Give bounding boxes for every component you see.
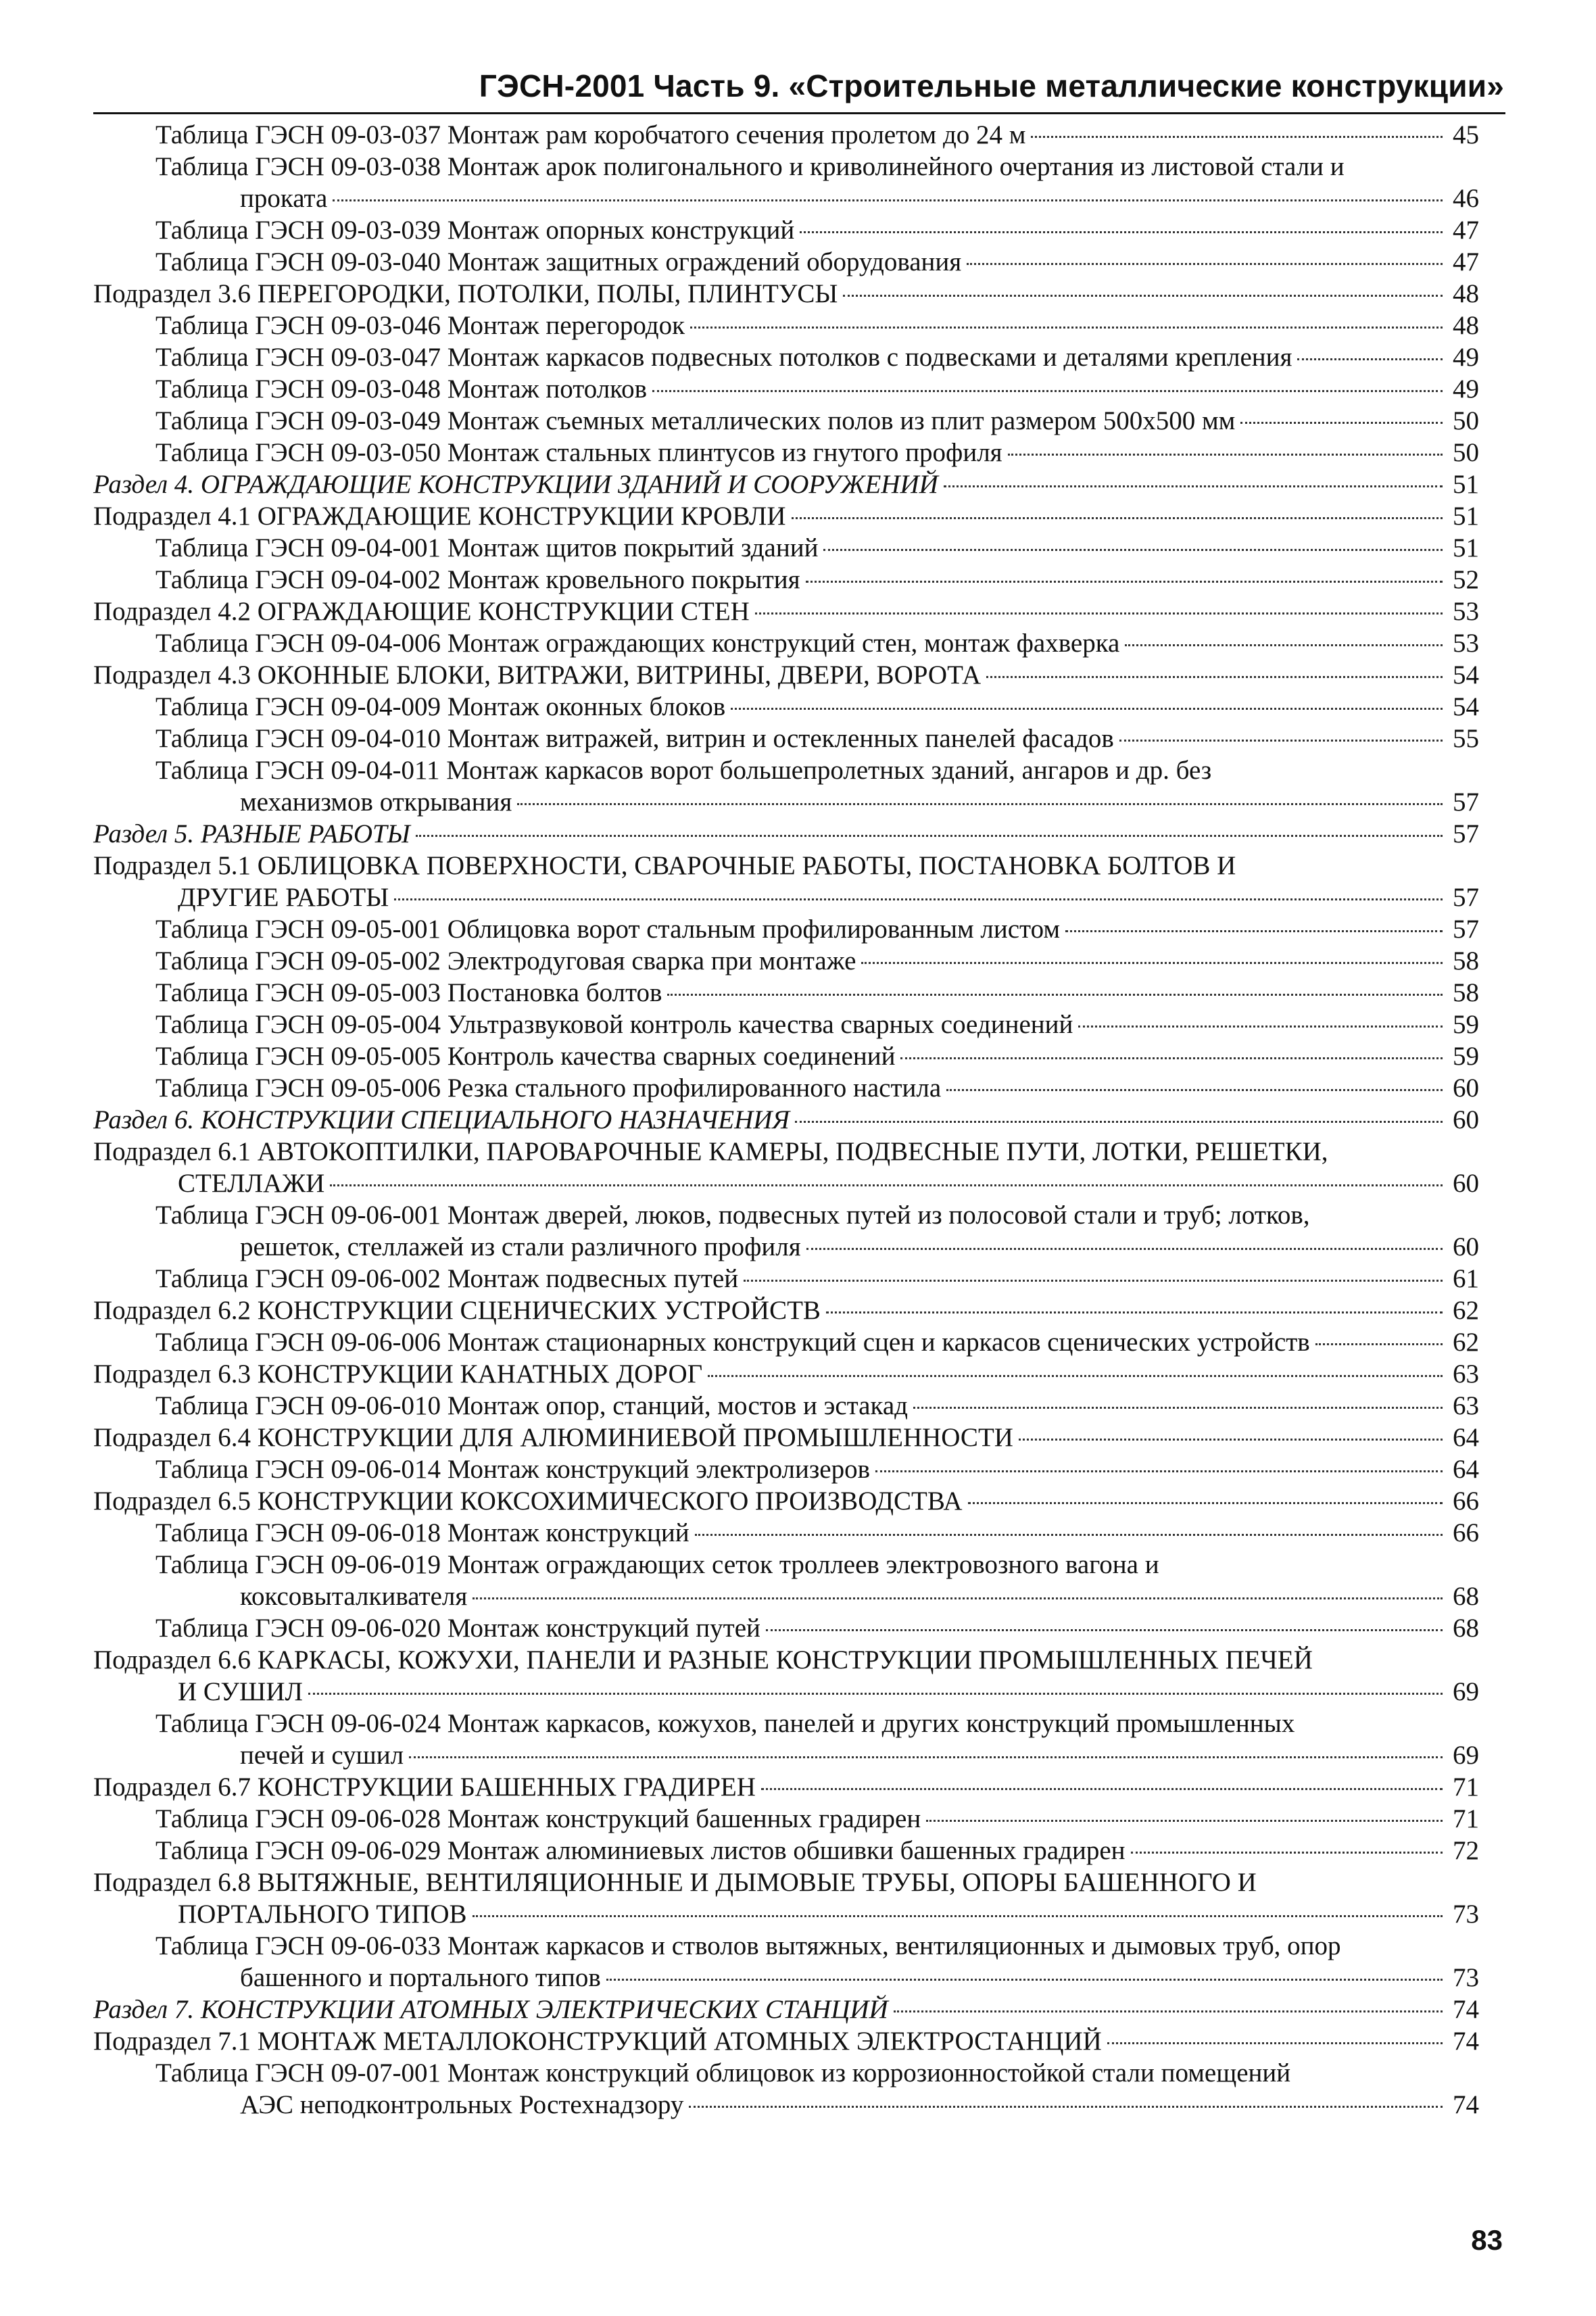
toc-entry-page: 68: [1453, 1582, 1479, 1611]
toc-entry-title: Таблица ГЭСН 09-05-002 Электродуговая сварка при монтаже: [155, 946, 856, 975]
dot-leader: [944, 485, 1443, 487]
toc-entry-row: [155, 977, 1479, 1009]
toc-entry-table[interactable]: [93, 1326, 1479, 1358]
toc-entry-table[interactable]: [93, 1708, 1479, 1771]
toc-entry-page: 46: [1453, 184, 1479, 213]
dot-leader: [744, 1280, 1443, 1282]
toc-entry-title: коксовыталкивателя: [240, 1582, 468, 1611]
toc-entry-page: 45: [1453, 120, 1479, 149]
toc-entry-title-line: Подраздел 6.6 КАРКАСЫ, КОЖУХИ, ПАНЕЛИ И РАЗНЫЕ КОНСТРУКЦИИ ПРОМЫШЛЕННЫХ ПЕЧЕЙ: [93, 1645, 1313, 1674]
toc-entry-title-line: Таблица ГЭСН 09-06-019 Монтаж ограждающих сеток троллеев электровозного вагона и: [155, 1550, 1159, 1579]
toc-entry-page: 48: [1453, 311, 1479, 340]
toc-entry-table[interactable]: [93, 151, 1479, 214]
toc-entry-section[interactable]: [93, 1994, 1479, 2025]
toc-entry-title: Таблица ГЭСН 09-03-037 Монтаж рам коробчатого сечения пролетом до 24 м: [155, 120, 1026, 149]
toc-entry-table[interactable]: [93, 1453, 1479, 1485]
toc-entry-row: [155, 373, 1479, 405]
toc-entry-title: Таблица ГЭСН 09-04-010 Монтаж витражей, витрин и остекленных панелей фасадов: [155, 724, 1114, 753]
toc-entry-table[interactable]: [93, 310, 1479, 341]
toc-entry-table[interactable]: [93, 723, 1479, 754]
toc-entry-row: [155, 1835, 1479, 1866]
toc-entry-row: [93, 1485, 1479, 1517]
toc-entry-row: [155, 1612, 1479, 1644]
toc-entry-title: Таблица ГЭСН 09-03-048 Монтаж потолков: [155, 375, 648, 404]
toc-entry-page: 74: [1453, 2090, 1479, 2119]
toc-entry-table[interactable]: [93, 2057, 1479, 2121]
toc-entry-page: 62: [1453, 1328, 1479, 1357]
toc-entry-title: АЭС неподконтрольных Ростехнадзору: [240, 2090, 684, 2119]
dot-leader: [1008, 454, 1443, 456]
toc-entry-row: [93, 1771, 1479, 1803]
toc-entry-table[interactable]: [93, 564, 1479, 596]
toc-entry-title: Таблица ГЭСН 09-06-020 Монтаж конструкций путей: [155, 1614, 760, 1643]
toc-entry-title: ДРУГИЕ РАБОТЫ: [178, 883, 389, 912]
toc-entry-title-line: Таблица ГЭСН 09-06-033 Монтаж каркасов и стволов вытяжных, вентиляционных и дымовых труб, опор: [155, 1931, 1341, 1960]
toc-entry-row: [155, 1962, 1479, 1994]
toc-entry-section[interactable]: [93, 1104, 1479, 1136]
toc-entry-row: [93, 468, 1479, 500]
toc-entry-row: [155, 1040, 1479, 1072]
toc-entry-page: 60: [1453, 1105, 1479, 1134]
dot-leader: [986, 676, 1443, 678]
dot-leader: [1315, 1343, 1443, 1345]
dot-leader: [1119, 740, 1443, 742]
dot-leader: [761, 1788, 1443, 1790]
toc-entry-title-line: Подраздел 5.1 ОБЛИЦОВКА ПОВЕРХНОСТИ, СВАРОЧНЫЕ РАБОТЫ, ПОСТАНОВКА БОЛТОВ И: [93, 851, 1236, 880]
dot-leader: [900, 1057, 1443, 1059]
toc-entry-title: Таблица ГЭСН 09-06-018 Монтаж конструкций: [155, 1518, 690, 1547]
toc-entry-table[interactable]: [93, 1040, 1479, 1072]
toc-entry-page: 69: [1453, 1741, 1479, 1770]
toc-entry-section[interactable]: [93, 468, 1479, 500]
dot-leader: [792, 517, 1443, 519]
toc-entry-page: 66: [1453, 1487, 1479, 1516]
dot-leader: [416, 835, 1443, 837]
toc-entry-row: [155, 437, 1479, 468]
toc-entry-row: [155, 1263, 1479, 1295]
toc-entry-table[interactable]: [93, 437, 1479, 468]
toc-entry-title-line: Таблица ГЭСН 09-06-024 Монтаж каркасов, кожухов, панелей и других конструкций промышленных: [155, 1709, 1295, 1738]
toc-entry-row: [93, 2025, 1479, 2057]
toc-entry-title: Таблица ГЭСН 09-03-050 Монтаж стальных плинтусов из гнутого профиля: [155, 438, 1002, 467]
toc-entry-title: Подраздел 6.3 КОНСТРУКЦИИ КАНАТНЫХ ДОРОГ: [93, 1359, 703, 1389]
toc-entry-row: [155, 913, 1479, 945]
toc-entry-table[interactable]: [93, 1549, 1479, 1612]
toc-entry-page: 62: [1453, 1296, 1479, 1325]
toc-entry-table[interactable]: [93, 627, 1479, 659]
toc-entry-page: 57: [1453, 788, 1479, 817]
toc-entry-subsection[interactable]: [93, 1295, 1479, 1326]
toc-entry-table[interactable]: [93, 977, 1479, 1009]
toc-entry-title: Подраздел 6.4 КОНСТРУКЦИИ ДЛЯ АЛЮМИНИЕВОЙ ПРОМЫШЛЕННОСТИ: [93, 1423, 1013, 1452]
toc-entry-row: [155, 786, 1479, 818]
dot-leader: [330, 1184, 1443, 1186]
dot-leader: [690, 327, 1443, 329]
dot-leader: [708, 1375, 1443, 1377]
toc-entry-row: [155, 1739, 1479, 1771]
dot-leader: [894, 2010, 1443, 2012]
toc-entry-title: решеток, стеллажей из стали различного профиля: [240, 1232, 801, 1261]
dot-leader: [1125, 644, 1443, 646]
toc-entry-title: Подраздел 4.2 ОГРАЖДАЮЩИЕ КОНСТРУКЦИИ СТЕН: [93, 597, 750, 626]
toc-entry-row: [155, 1517, 1479, 1549]
toc-entry-title: ПОРТАЛЬНОГО ТИПОВ: [178, 1900, 467, 1929]
page-number: 83: [1471, 2224, 1503, 2256]
toc-entry-page: 71: [1453, 1804, 1479, 1833]
toc-entry-subsection[interactable]: [93, 500, 1479, 532]
toc-entry-title: печей и сушил: [240, 1741, 404, 1770]
toc-entry-row: [155, 1231, 1479, 1263]
toc-entry-table[interactable]: [93, 341, 1479, 373]
dot-leader: [667, 994, 1443, 996]
toc-entry-page: 59: [1453, 1010, 1479, 1039]
toc-entry-title: И СУШИЛ: [178, 1677, 303, 1706]
toc-entry-page: 52: [1453, 565, 1479, 594]
toc-entry-page: 63: [1453, 1359, 1479, 1389]
toc-entry-title: Подраздел 6.2 КОНСТРУКЦИИ СЦЕНИЧЕСКИХ УСТРОЙСТВ: [93, 1296, 821, 1325]
dot-leader: [861, 962, 1443, 964]
dot-leader: [517, 803, 1443, 805]
toc-entry-subsection[interactable]: [93, 2025, 1479, 2057]
dot-leader: [875, 1470, 1443, 1472]
toc-entry-title: Таблица ГЭСН 09-03-040 Монтаж защитных ограждений оборудования: [155, 247, 962, 276]
toc-entry-page: 72: [1453, 1836, 1479, 1865]
toc-entry-title: Таблица ГЭСН 09-06-006 Монтаж стационарных конструкций сцен и каркасов сценических устройств: [155, 1328, 1310, 1357]
toc-entry-subsection[interactable]: [93, 1358, 1479, 1390]
toc-entry-table[interactable]: [93, 373, 1479, 405]
dot-leader: [1240, 422, 1443, 424]
toc-entry-row: [93, 596, 1479, 627]
dot-leader: [843, 295, 1443, 297]
toc-entry-table[interactable]: [93, 691, 1479, 723]
toc-entry-row: [93, 1676, 1479, 1708]
toc-entry-page: 49: [1453, 343, 1479, 372]
toc-entry-page: 51: [1453, 470, 1479, 499]
dot-leader: [766, 1629, 1443, 1631]
toc-entry-title: Таблица ГЭСН 09-03-049 Монтаж съемных металлических полов из плит размером 500х500 мм: [155, 406, 1236, 435]
toc-entry-page: 61: [1453, 1264, 1479, 1293]
toc-entry-table[interactable]: [93, 1612, 1479, 1644]
toc-entry-title: Таблица ГЭСН 09-03-047 Монтаж каркасов подвесных потолков с подвесками и деталями крепления: [155, 343, 1292, 372]
toc-entry-subsection[interactable]: [93, 1422, 1479, 1453]
toc-entry-title: Таблица ГЭСН 09-05-004 Ультразвуковой контроль качества сварных соединений: [155, 1010, 1073, 1039]
toc-entry-title: Раздел 7. КОНСТРУКЦИИ АТОМНЫХ ЭЛЕКТРИЧЕСКИХ СТАНЦИЙ: [93, 1995, 888, 2024]
dot-leader: [473, 1597, 1443, 1599]
toc-entry-table[interactable]: [93, 945, 1479, 977]
toc-entry-title: Таблица ГЭСН 09-06-029 Монтаж алюминиевых листов обшивки башенных градирен: [155, 1836, 1126, 1865]
toc-entry-row: [155, 310, 1479, 341]
toc-entry-title: Раздел 5. РАЗНЫЕ РАБОТЫ: [93, 819, 410, 848]
toc-entry-page: 57: [1453, 819, 1479, 848]
dot-leader: [926, 1820, 1443, 1822]
toc-entry-page: 47: [1453, 247, 1479, 276]
toc-entry-title: Подраздел 3.6 ПЕРЕГОРОДКИ, ПОТОЛКИ, ПОЛЫ, ПЛИНТУСЫ: [93, 279, 838, 308]
toc-entry-title: Таблица ГЭСН 09-05-001 Облицовка ворот стальным профилированным листом: [155, 915, 1061, 944]
toc-entry-table[interactable]: [93, 405, 1479, 437]
toc-entry-table[interactable]: [93, 532, 1479, 564]
toc-entry-title: Таблица ГЭСН 09-05-005 Контроль качества сварных соединений: [155, 1042, 896, 1071]
dot-leader: [968, 1502, 1443, 1504]
toc-entry-page: 53: [1453, 629, 1479, 658]
toc-entry-row: [155, 2089, 1479, 2121]
toc-entry-row: [155, 723, 1479, 754]
toc-entry-title: СТЕЛЛАЖИ: [178, 1169, 325, 1198]
toc-entry-page: 63: [1453, 1391, 1479, 1420]
toc-entry-row: [155, 945, 1479, 977]
dot-leader: [806, 581, 1443, 583]
toc-entry-subsection[interactable]: [93, 850, 1479, 913]
toc-entry-page: 54: [1453, 660, 1479, 690]
toc-entry-table[interactable]: [93, 119, 1479, 151]
toc-entry-row: [155, 183, 1479, 214]
toc-entry-page: 50: [1453, 406, 1479, 435]
toc-entry-title: Подраздел 4.1 ОГРАЖДАЮЩИЕ КОНСТРУКЦИИ КРОВЛИ: [93, 502, 786, 531]
toc-entry-table[interactable]: [93, 1517, 1479, 1549]
toc-entry-title-line: Таблица ГЭСН 09-06-001 Монтаж дверей, люков, подвесных путей из полосовой стали и труб; лотков,: [155, 1201, 1310, 1230]
toc-entry-page: 47: [1453, 216, 1479, 245]
toc-entry-title: Таблица ГЭСН 09-04-001 Монтаж щитов покрытий зданий: [155, 533, 819, 562]
dot-leader: [1131, 1852, 1443, 1854]
toc-entry-table[interactable]: [93, 1803, 1479, 1835]
toc-entry-title: Таблица ГЭСН 09-06-028 Монтаж конструкций башенных градирен: [155, 1804, 921, 1833]
toc-entry-table[interactable]: [93, 913, 1479, 945]
toc-entry-page: 51: [1453, 502, 1479, 531]
toc-entry-subsection[interactable]: [93, 278, 1479, 310]
toc-entry-row: [93, 500, 1479, 532]
toc-entry-title: Подраздел 6.5 КОНСТРУКЦИИ КОКСОХИМИЧЕСКОГО ПРОИЗВОДСТВА: [93, 1487, 963, 1516]
toc-entry-page: 73: [1453, 1900, 1479, 1929]
toc-entry-title: Таблица ГЭСН 09-05-006 Резка стального профилированного настила: [155, 1073, 942, 1103]
toc-entry-page: 60: [1453, 1073, 1479, 1103]
dot-leader: [826, 1311, 1443, 1313]
toc-entry-row: [155, 627, 1479, 659]
dot-leader: [652, 390, 1443, 392]
toc-entry-subsection[interactable]: [93, 1644, 1479, 1708]
toc-entry-row: [155, 405, 1479, 437]
toc-entry-title: Таблица ГЭСН 09-06-014 Монтаж конструкций электролизеров: [155, 1455, 871, 1484]
toc-entry-row: [155, 246, 1479, 278]
toc-entry-table[interactable]: [93, 1199, 1479, 1263]
toc-entry-subsection[interactable]: [93, 1485, 1479, 1517]
toc-entry-row: [155, 564, 1479, 596]
toc-entry-row: [155, 1072, 1479, 1104]
toc-entry-title: Таблица ГЭСН 09-04-009 Монтаж оконных блоков: [155, 692, 726, 721]
toc-entry-row: [93, 1358, 1479, 1390]
dot-leader: [806, 1248, 1443, 1250]
toc-entry-title: Таблица ГЭСН 09-03-039 Монтаж опорных конструкций: [155, 216, 795, 245]
toc-entry-subsection[interactable]: [93, 596, 1479, 627]
running-header: ГЭСН-2001 Часть 9. «Строительные металлические конструкции»: [479, 68, 1504, 103]
toc-entry-row: [93, 882, 1479, 913]
toc-entry-table[interactable]: [93, 214, 1479, 246]
toc-entry-row: [93, 1167, 1479, 1199]
dot-leader: [1078, 1026, 1443, 1028]
dot-leader: [1297, 358, 1443, 360]
toc-entry-page: 71: [1453, 1772, 1479, 1802]
toc-entry-row: [155, 1009, 1479, 1040]
toc-entry-title-line: Таблица ГЭСН 09-04-011 Монтаж каркасов ворот большепролетных зданий, ангаров и др. без: [155, 756, 1212, 785]
toc-entry-row: [93, 1898, 1479, 1930]
toc-entry-row: [93, 1422, 1479, 1453]
toc-entry-row: [155, 1453, 1479, 1485]
dot-leader: [800, 231, 1443, 233]
dot-leader: [967, 263, 1443, 265]
toc-entry-subsection[interactable]: [93, 659, 1479, 691]
dot-leader: [473, 1915, 1443, 1917]
toc-entry-page: 58: [1453, 978, 1479, 1007]
toc-entry-row: [155, 532, 1479, 564]
dot-leader: [946, 1089, 1443, 1091]
dot-leader: [1031, 136, 1443, 138]
toc-entry-page: 57: [1453, 883, 1479, 912]
toc-entry-page: 68: [1453, 1614, 1479, 1643]
toc-entry-subsection[interactable]: [93, 1771, 1479, 1803]
header-rule: [93, 112, 1505, 114]
toc-entry-title: Таблица ГЭСН 09-06-002 Монтаж подвесных путей: [155, 1264, 739, 1293]
toc-entry-title-line: Подраздел 6.1 АВТОКОПТИЛКИ, ПАРОВАРОЧНЫЕ КАМЕРЫ, ПОДВЕСНЫЕ ПУТИ, ЛОТКИ, РЕШЕТКИ,: [93, 1137, 1328, 1166]
toc-entry-page: 69: [1453, 1677, 1479, 1706]
toc-entry-title: Таблица ГЭСН 09-04-002 Монтаж кровельного покрытия: [155, 565, 800, 594]
dot-leader: [1107, 2042, 1443, 2044]
dot-leader: [333, 199, 1443, 201]
toc-entry-page: 64: [1453, 1455, 1479, 1484]
toc-entry-row: [93, 1295, 1479, 1326]
toc-entry-page: 58: [1453, 946, 1479, 975]
toc-entry-row: [155, 341, 1479, 373]
toc-entry-table[interactable]: [93, 754, 1479, 818]
toc-entry-page: 57: [1453, 915, 1479, 944]
toc-entry-table[interactable]: [93, 1009, 1479, 1040]
toc-entry-row: [93, 818, 1479, 850]
toc-entry-title: Подраздел 7.1 МОНТАЖ МЕТАЛЛОКОНСТРУКЦИЙ АТОМНЫХ ЭЛЕКТРОСТАНЦИЙ: [93, 2027, 1102, 2056]
toc-entry-title-line: Таблица ГЭСН 09-07-001 Монтаж конструкций облицовок из коррозионностойкой стали помещений: [155, 2058, 1291, 2088]
toc-entry-row: [155, 1581, 1479, 1612]
toc-entry-page: 59: [1453, 1042, 1479, 1071]
toc-entry-title: Раздел 4. ОГРАЖДАЮЩИЕ КОНСТРУКЦИИ ЗДАНИЙ И СООРУЖЕНИЙ: [93, 470, 938, 499]
toc-entry-title-line: Подраздел 6.8 ВЫТЯЖНЫЕ, ВЕНТИЛЯЦИОННЫЕ И ДЫМОВЫЕ ТРУБЫ, ОПОРЫ БАШЕННОГО И: [93, 1868, 1257, 1897]
dot-leader: [1065, 930, 1443, 932]
toc-entry-page: 60: [1453, 1232, 1479, 1261]
toc-entry-table[interactable]: [93, 246, 1479, 278]
dot-leader: [606, 1979, 1443, 1981]
dot-leader: [913, 1407, 1443, 1409]
toc-entry-title: Подраздел 6.7 КОНСТРУКЦИИ БАШЕННЫХ ГРАДИРЕН: [93, 1772, 756, 1802]
dot-leader: [695, 1534, 1443, 1536]
toc-entry-section[interactable]: [93, 818, 1479, 850]
toc-entry-table[interactable]: [93, 1390, 1479, 1422]
toc-entry-page: 53: [1453, 597, 1479, 626]
toc-entry-row: [155, 1326, 1479, 1358]
dot-leader: [394, 898, 1443, 900]
toc-entry-row: [93, 1994, 1479, 2025]
toc-entry-title: Таблица ГЭСН 09-04-006 Монтаж ограждающих конструкций стен, монтаж фахверка: [155, 629, 1120, 658]
dot-leader: [1019, 1439, 1443, 1441]
toc-entry-title: башенного и портального типов: [240, 1963, 601, 1992]
toc-entry-page: 74: [1453, 1995, 1479, 2024]
toc-entry-page: 73: [1453, 1963, 1479, 1992]
toc-entry-title: Раздел 6. КОНСТРУКЦИИ СПЕЦИАЛЬНОГО НАЗНАЧЕНИЯ: [93, 1105, 790, 1134]
toc-entry-row: [155, 119, 1479, 151]
toc-entry-title: Таблица ГЭСН 09-03-046 Монтаж перегородок: [155, 311, 685, 340]
dot-leader: [755, 612, 1443, 614]
dot-leader: [823, 549, 1443, 551]
toc-entry-table[interactable]: [93, 1930, 1479, 1994]
toc-entry-title: Таблица ГЭСН 09-06-010 Монтаж опор, станций, мостов и эстакад: [155, 1391, 909, 1420]
toc-entry-title: механизмов открывания: [240, 788, 512, 817]
toc-entry-subsection[interactable]: [93, 1866, 1479, 1930]
toc-entry-page: 74: [1453, 2027, 1479, 2056]
toc-entry-page: 49: [1453, 375, 1479, 404]
toc-entry-row: [155, 1803, 1479, 1835]
toc-entry-page: 66: [1453, 1518, 1479, 1547]
toc-entry-page: 48: [1453, 279, 1479, 308]
toc-entry-row: [93, 659, 1479, 691]
toc-entry-page: 60: [1453, 1169, 1479, 1198]
toc-entry-title: проката: [240, 184, 328, 213]
toc-entry-table[interactable]: [93, 1072, 1479, 1104]
toc-entry-table[interactable]: [93, 1835, 1479, 1866]
dot-leader: [409, 1756, 1443, 1758]
toc-entry-row: [93, 278, 1479, 310]
toc-entry-row: [155, 691, 1479, 723]
toc-entry-title: Таблица ГЭСН 09-05-003 Постановка болтов: [155, 978, 662, 1007]
toc-entry-page: 50: [1453, 438, 1479, 467]
table-of-contents: [93, 119, 1479, 2121]
toc-entry-table[interactable]: [93, 1263, 1479, 1295]
toc-entry-page: 64: [1453, 1423, 1479, 1452]
toc-entry-page: 51: [1453, 533, 1479, 562]
toc-entry-row: [155, 1390, 1479, 1422]
toc-entry-page: 54: [1453, 692, 1479, 721]
toc-entry-page: 55: [1453, 724, 1479, 753]
dot-leader: [795, 1121, 1443, 1123]
toc-entry-title-line: Таблица ГЭСН 09-03-038 Монтаж арок полигонального и криволинейного очертания из листовой стали и: [155, 152, 1345, 181]
dot-leader: [308, 1693, 1443, 1695]
toc-entry-subsection[interactable]: [93, 1136, 1479, 1199]
dot-leader: [731, 708, 1443, 710]
toc-entry-row: [155, 214, 1479, 246]
toc-entry-row: [93, 1104, 1479, 1136]
dot-leader: [689, 2106, 1443, 2108]
toc-entry-title: Подраздел 4.3 ОКОННЫЕ БЛОКИ, ВИТРАЖИ, ВИТРИНЫ, ДВЕРИ, ВОРОТА: [93, 660, 982, 690]
